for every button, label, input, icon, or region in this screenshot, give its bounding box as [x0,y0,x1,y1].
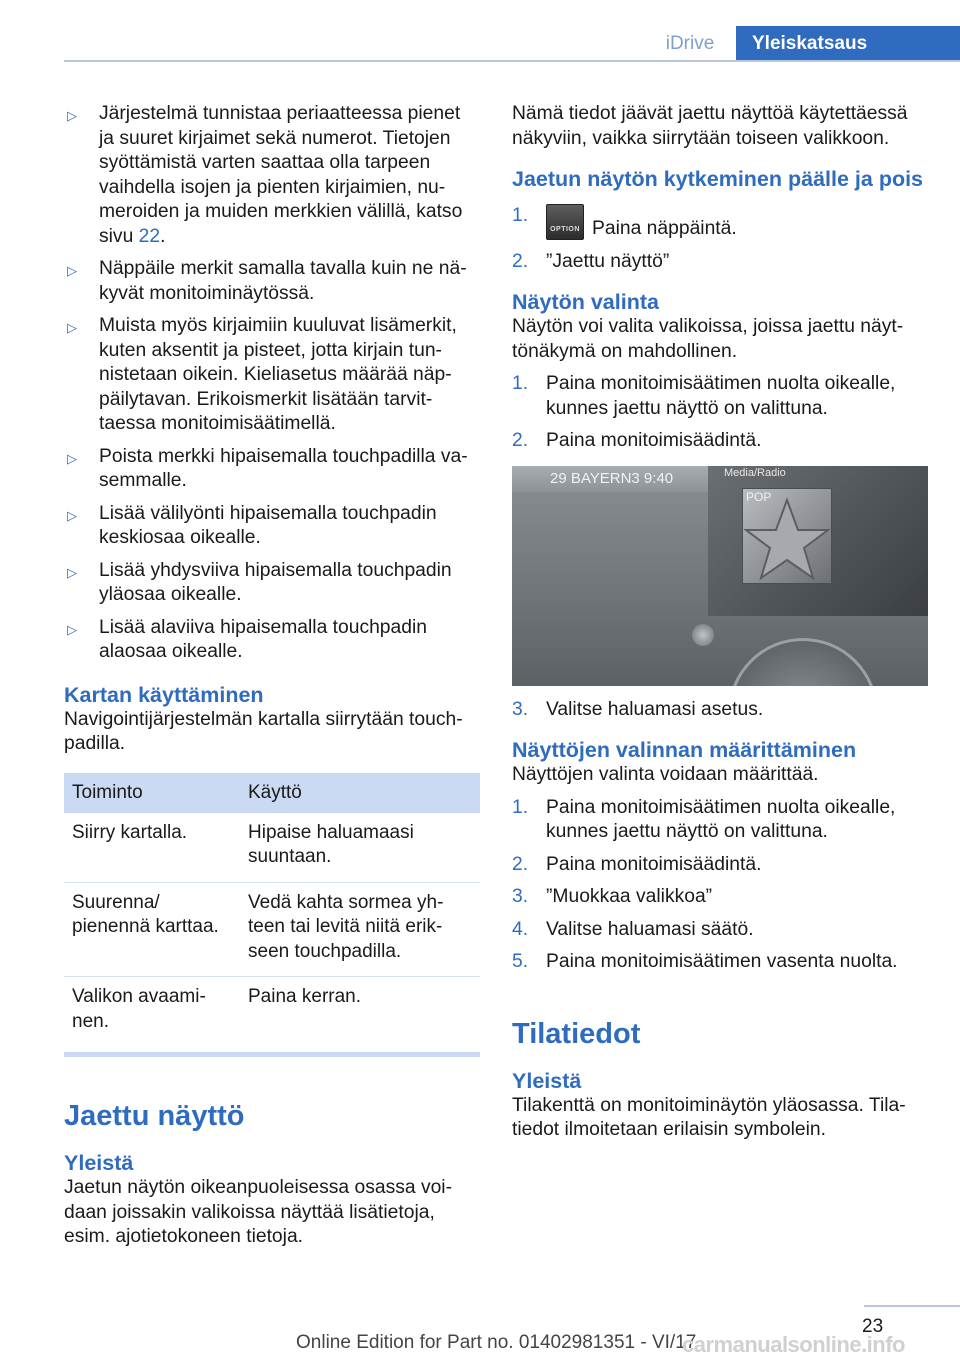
station-label: 29 BAYERN3 9:40 [550,469,674,487]
status-title: Tilatiedot [512,1017,641,1050]
table-bottom-rule [64,1052,480,1057]
table-cell: Paina kerran. [248,986,362,1007]
select-steps [512,372,928,454]
list-item: 2. Paina monitoimisäädintä. [512,430,762,451]
table-row [64,882,480,977]
star-icon [744,496,830,582]
status-text: Tilakenttä on monitoiminäytön yläosassa. Tilatiedot ilmoitetaan erilaisin symbolein. [512,1094,906,1140]
option-button-icon: OPTION [546,204,584,240]
watermark: carmanualsonline.info [682,1332,905,1357]
general-text: Jaetun näytön oikeanpuoleisessa osassa voidaan joissakin valikoissa näyttää lisätietoja, esim. ajotietokoneen tietoja. [64,1177,453,1247]
input-tips-list [64,102,480,665]
table-row [64,813,480,883]
select-text: Näytön voi valita valikoissa, joissa jaettu näyttönäkymä on mahdollinen. [512,316,904,362]
select-steps-cont [512,698,928,723]
table-header: Toiminto [64,773,240,813]
left-column [64,102,480,1250]
triangle-bullet-icon: ▷ [67,507,77,523]
section-title: Jaettu näyttö [64,1100,245,1132]
panel-title: Media/Radio [724,466,786,479]
list-item: ▷ Muista myös kirjaimiin kuuluvat lisämerkit, kuten aksentit ja pisteet, jotta kirjain tunnistetaan oikein. Kieliasetus määrää näppäilytavan. Erikoismerkit lisätään tarvittaessa monitoimisäätimellä. [67,315,457,434]
triangle-bullet-icon: ▷ [67,621,77,637]
right-column [512,102,928,1143]
list-item: 2. Paina monitoimisäädintä. [512,853,762,875]
status-heading: Yleistä [512,1068,582,1093]
triangle-bullet-icon: ▷ [67,108,77,123]
list-item: 4. Valitse haluamasi säätö. [512,918,754,940]
list-item: ▷ Lisää välilyönti hipaisemalla touchpadin keskiosaa oikealle. [67,502,437,548]
list-item: 2. ”Jaettu näyttö” [512,250,670,272]
general-heading: Yleistä [64,1151,134,1175]
map-actions-table [64,773,480,1047]
list-item: 1. OPTION Paina näppäintä. [512,205,737,239]
triangle-bullet-icon: ▷ [67,564,77,580]
edition-text: Online Edition for Part no. 01402981351 - VI/17 [296,1332,697,1353]
list-item: 3. Valitse haluamasi asetus. [512,698,764,720]
list-item: ▷ Näppäile merkit samalla tavalla kuin ne näkyvät monitoiminäytössä. [67,258,467,304]
define-steps [512,796,928,975]
list-item: 1. Paina monitoimisäätimen nuolta oikealle, kunnes jaettu näyttö on valittuna. [512,796,896,842]
toggle-heading: Jaetun näytön kytkeminen päälle ja pois [512,167,924,191]
select-heading: Näytön valinta [512,290,659,314]
list-item: ▷ Järjestelmä tunnistaa periaatteessa pienet ja suuret kirjaimet sekä numerot. Tietojen syöttämistä varten saattaa olla tarpeen vaihdella isojen ja pienten kirjaimien, numeroiden ja muiden merkkien välillä, katso sivu 22. [67,103,463,247]
list-item: ▷ Lisää alaviiva hipaisemalla touchpadin alaosaa oikealle. [67,616,427,662]
header-tab-yleiskatsaus: Yleiskatsaus [736,26,960,62]
table-cell: Siirry kartalla. [64,813,240,883]
list-item: 5. Paina monitoimisäätimen vasenta nuolta. [512,951,898,972]
page-link[interactable]: 22 [138,225,161,247]
table-cell: Valikon avaaminen. [72,986,206,1032]
table-cell: Vedä kahta sormea yhteen tai levitä niitä erikseen touchpadilla. [240,882,480,977]
header-tab-idrive: iDrive [665,33,715,54]
list-item: 3. ”Muokkaa valikkoa” [512,886,713,907]
triangle-bullet-icon: ▷ [67,320,77,335]
triangle-bullet-icon: ▷ [67,450,77,466]
list-item: 1. Paina monitoimisäätimen nuolta oikealle, kunnes jaettu näyttö on valittuna. [512,373,896,419]
knob-button-icon [692,624,714,646]
table-header: Käyttö [240,773,480,813]
table-cell: Hipaise haluamaasi suuntaan. [240,813,480,883]
table-cell: Suurenna/ pienennä karttaa. [64,882,240,977]
controller-knob-icon [728,638,878,686]
map-text: Navigointijärjestelmän kartalla siirrytään touchpadilla. [64,708,463,754]
list-item: ▷ Poista merkki hipaisemalla touchpadilla vasemmalle. [67,445,468,491]
define-text: Näyttöjen valinta voidaan määrittää. [512,764,819,785]
footer-divider [864,1305,960,1307]
intro-text: Nämä tiedot jäävät jaettu näyttöä käytettäessä näkyviin, vaikka siirrytään toiseen valikkoon. [512,103,908,149]
map-heading: Kartan käyttäminen [64,682,264,707]
define-heading: Näyttöjen valinnan määrittäminen [512,738,857,762]
triangle-bullet-icon: ▷ [67,263,77,278]
cover-title: POP [746,489,772,504]
header-divider [64,60,960,62]
list-item: ▷ Lisää yhdysviiva hipaisemalla touchpadin yläosaa oikealle. [67,559,452,605]
table-row [64,977,480,1047]
split-screen-image [512,466,928,686]
page-number: 23 [862,1316,884,1337]
toggle-steps [512,204,928,274]
